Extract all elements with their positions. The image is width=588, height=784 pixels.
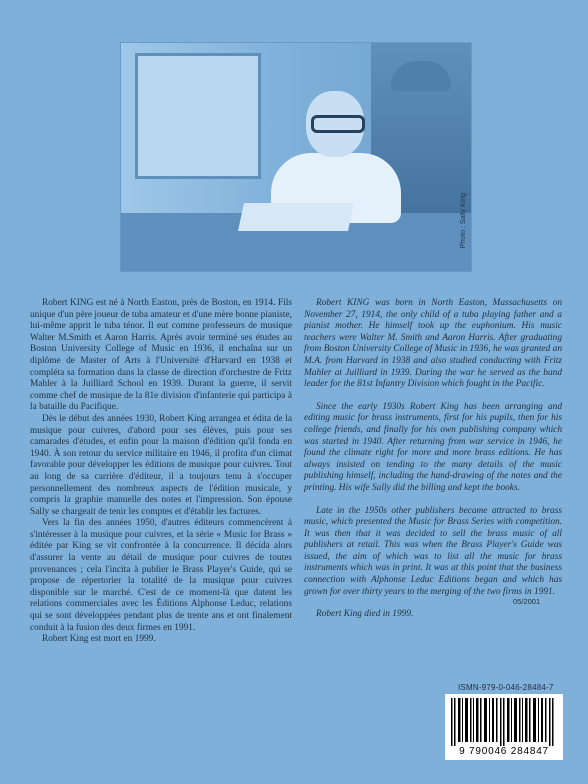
french-paragraph-2: Dès le début des années 1930, Robert King arrangea et édita de la musique pour cuivres, d'abord pour ses élèves, puis pour ses camarades d'études, et enfin pour la maison d'édition qu'il fonda en 1940. À son retour du service militaire en 1946, il profita d'un climat favorable pour développer les éditions de musique pour cuivres. Tout au long de sa carrière d'éditeur, il a toujours tenu à s'occuper personnellement des nombreux aspects de l'édition musicale, y compris la graphie manuelle des notes et l'impression. Son épouse Sally se chargeait de tenir les comptes et d'établir les factures.: [30, 413, 292, 517]
english-biography: [304, 298, 562, 621]
barcode-number: 9 790046 284847: [459, 746, 549, 757]
portrait-photo: [120, 42, 472, 272]
french-paragraph-1: Robert KING est né à North Easton, près de Boston, en 1914. Fils unique d'un père joueur de tuba amateur et d'une mère bonne pianiste, lui-même apprit le tuba ténor. Il eut comme professeurs de musique Walter M.Smith et Aaron Harris. Après avoir terminé ses études au Boston University College of Music en 1936, il enchaîna sur un diplôme de Master of Arts à l'Université d'Harvard en 1938 et compléta sa formation dans la classe de direction d'orchestre de Fritz Mahler à la Juilliard School en 1939. Durant la guerre, il servit comme chef de musique de la 81e division d'infanterie qui participa à la bataille du Pacifique.: [30, 298, 292, 413]
photo-window: [135, 53, 261, 179]
edition-date: 05/2001: [513, 597, 541, 606]
barcode: [445, 694, 563, 760]
french-paragraph-4: Robert King est mort en 1999.: [42, 634, 156, 645]
photo-credit: Photo : Sally King: [460, 193, 467, 249]
english-paragraph-4: Robert King died in 1999.: [316, 609, 414, 620]
ismn-label: ISMN-979-0-046-28484-7: [458, 683, 554, 692]
photo-glasses: [311, 115, 365, 133]
french-paragraph-3: Vers la fin des années 1950, d'autres éditeurs commencèrent à s'intéresser à la musique pour cuivres, et la série « Music for Brass » éditée par King se vit confrontée à la concurrence. Il décida alors d'assurer la vente au détail de musique pour cuivres de toutes provenances ; cela l'incita à publier le Brass Player's Guide, qui se propose de répertorier la totalité de la musique pour cuivres disponible sur le marché. C'est de ce moment-là que datent les relations commerciales avec les Éditions Alphonse Leduc, relations qui se sont développées pendant plus de trente ans et ont finalement conduit à la fusion des deux firmes en 1991.: [30, 518, 292, 633]
barcode-bars: [451, 698, 557, 746]
photo-paper: [238, 203, 354, 231]
french-biography: [30, 298, 292, 646]
english-paragraph-2: Since the early 1930s Robert King has been arranging and editing music for brass instruments, first for his pupils, then for his college friends, and finally for his own publishing company which was started in 1940. After returning from war service in 1946, he found the climate right for more and more brass editions. He has always insisted on tending to the many details of the music publishing himself, including the hand-drawing of the notes and the printing. His wife Sally did the billing and kept the books.: [304, 401, 562, 493]
english-paragraph-1: Robert KING was born in North Easton, Massachusetts on November 27, 1914, the only child of a tuba playing father and a pianist mother. He himself took up the euphonium. His music teachers were Walter M. Smith and Aaron Harris. After graduating from Boston University College of Music in 1936, he was granted an M.A. from Harvard in 1938 and also studied conducting with Fritz Mahler at Juilliard in 1939. During the war he served as the band leader for the 81st Infantry Division which fought in the Pacific.: [304, 298, 562, 390]
english-paragraph-3: Late in the 1950s other publishers became attracted to brass music, which presented the Music for Brass Series with competition. It was then that it was decided to sell the brass music of all publishers at retail. This was when the Brass Player's Guide was issued, the aim of which was to list all the music for brass instruments which was in print. It was at this point that the business connection with Alphonse Leduc Editions began and which has grown for over thirty years to the merging of the two firms in 1991.: [304, 505, 562, 597]
